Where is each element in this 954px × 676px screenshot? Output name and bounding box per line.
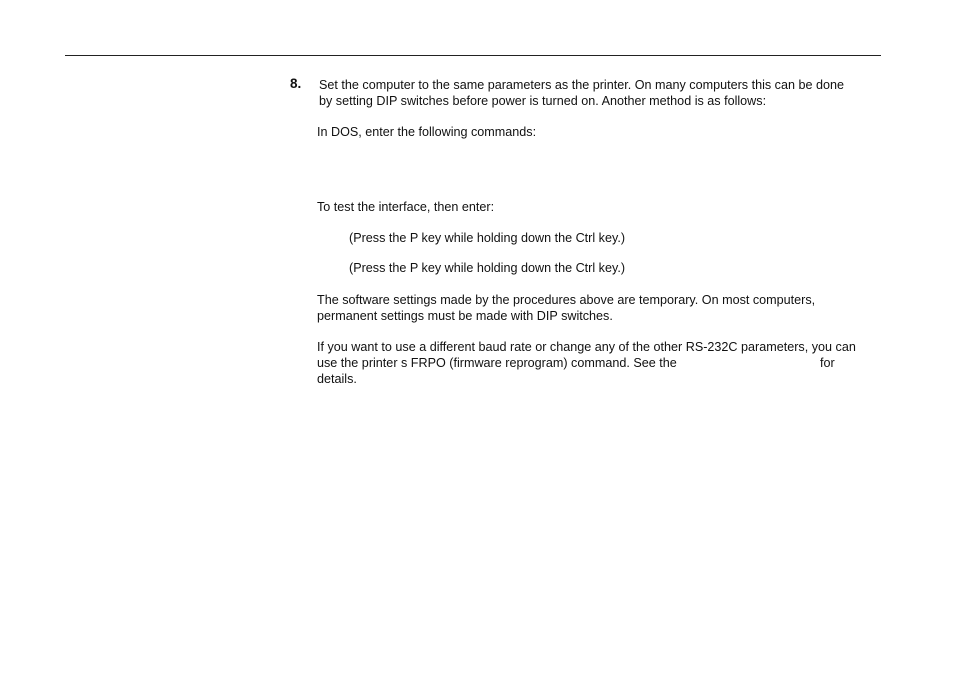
frpo-line-1: If you want to use a different baud rate or change any of the other RS-232C parameters, you can bbox=[317, 340, 856, 354]
test-intro: To test the interface, then enter: bbox=[317, 200, 495, 214]
header-rule bbox=[65, 55, 881, 56]
frpo-line-3: details. bbox=[317, 372, 357, 386]
frpo-line-2-end: for bbox=[820, 356, 835, 370]
ctrl-p-note-2: (Press the P key while holding down the Ctrl key.) bbox=[349, 261, 626, 275]
step-text-line-1: Set the computer to the same parameters as the printer. On many computers this can be done bbox=[319, 78, 845, 92]
ctrl-p-note-1: (Press the P key while holding down the Ctrl key.) bbox=[349, 231, 626, 245]
frpo-line-2: use the printer s FRPO (firmware reprogram) command. See the bbox=[317, 356, 677, 370]
step-text-line-2: by setting DIP switches before power is turned on. Another method is as follows: bbox=[319, 94, 767, 108]
step-number: 8. bbox=[290, 76, 302, 91]
temporary-line-1: The software settings made by the procedures above are temporary. On most computers, bbox=[317, 293, 816, 307]
dos-intro: In DOS, enter the following commands: bbox=[317, 125, 537, 139]
temporary-line-2: permanent settings must be made with DIP switches. bbox=[317, 309, 613, 323]
